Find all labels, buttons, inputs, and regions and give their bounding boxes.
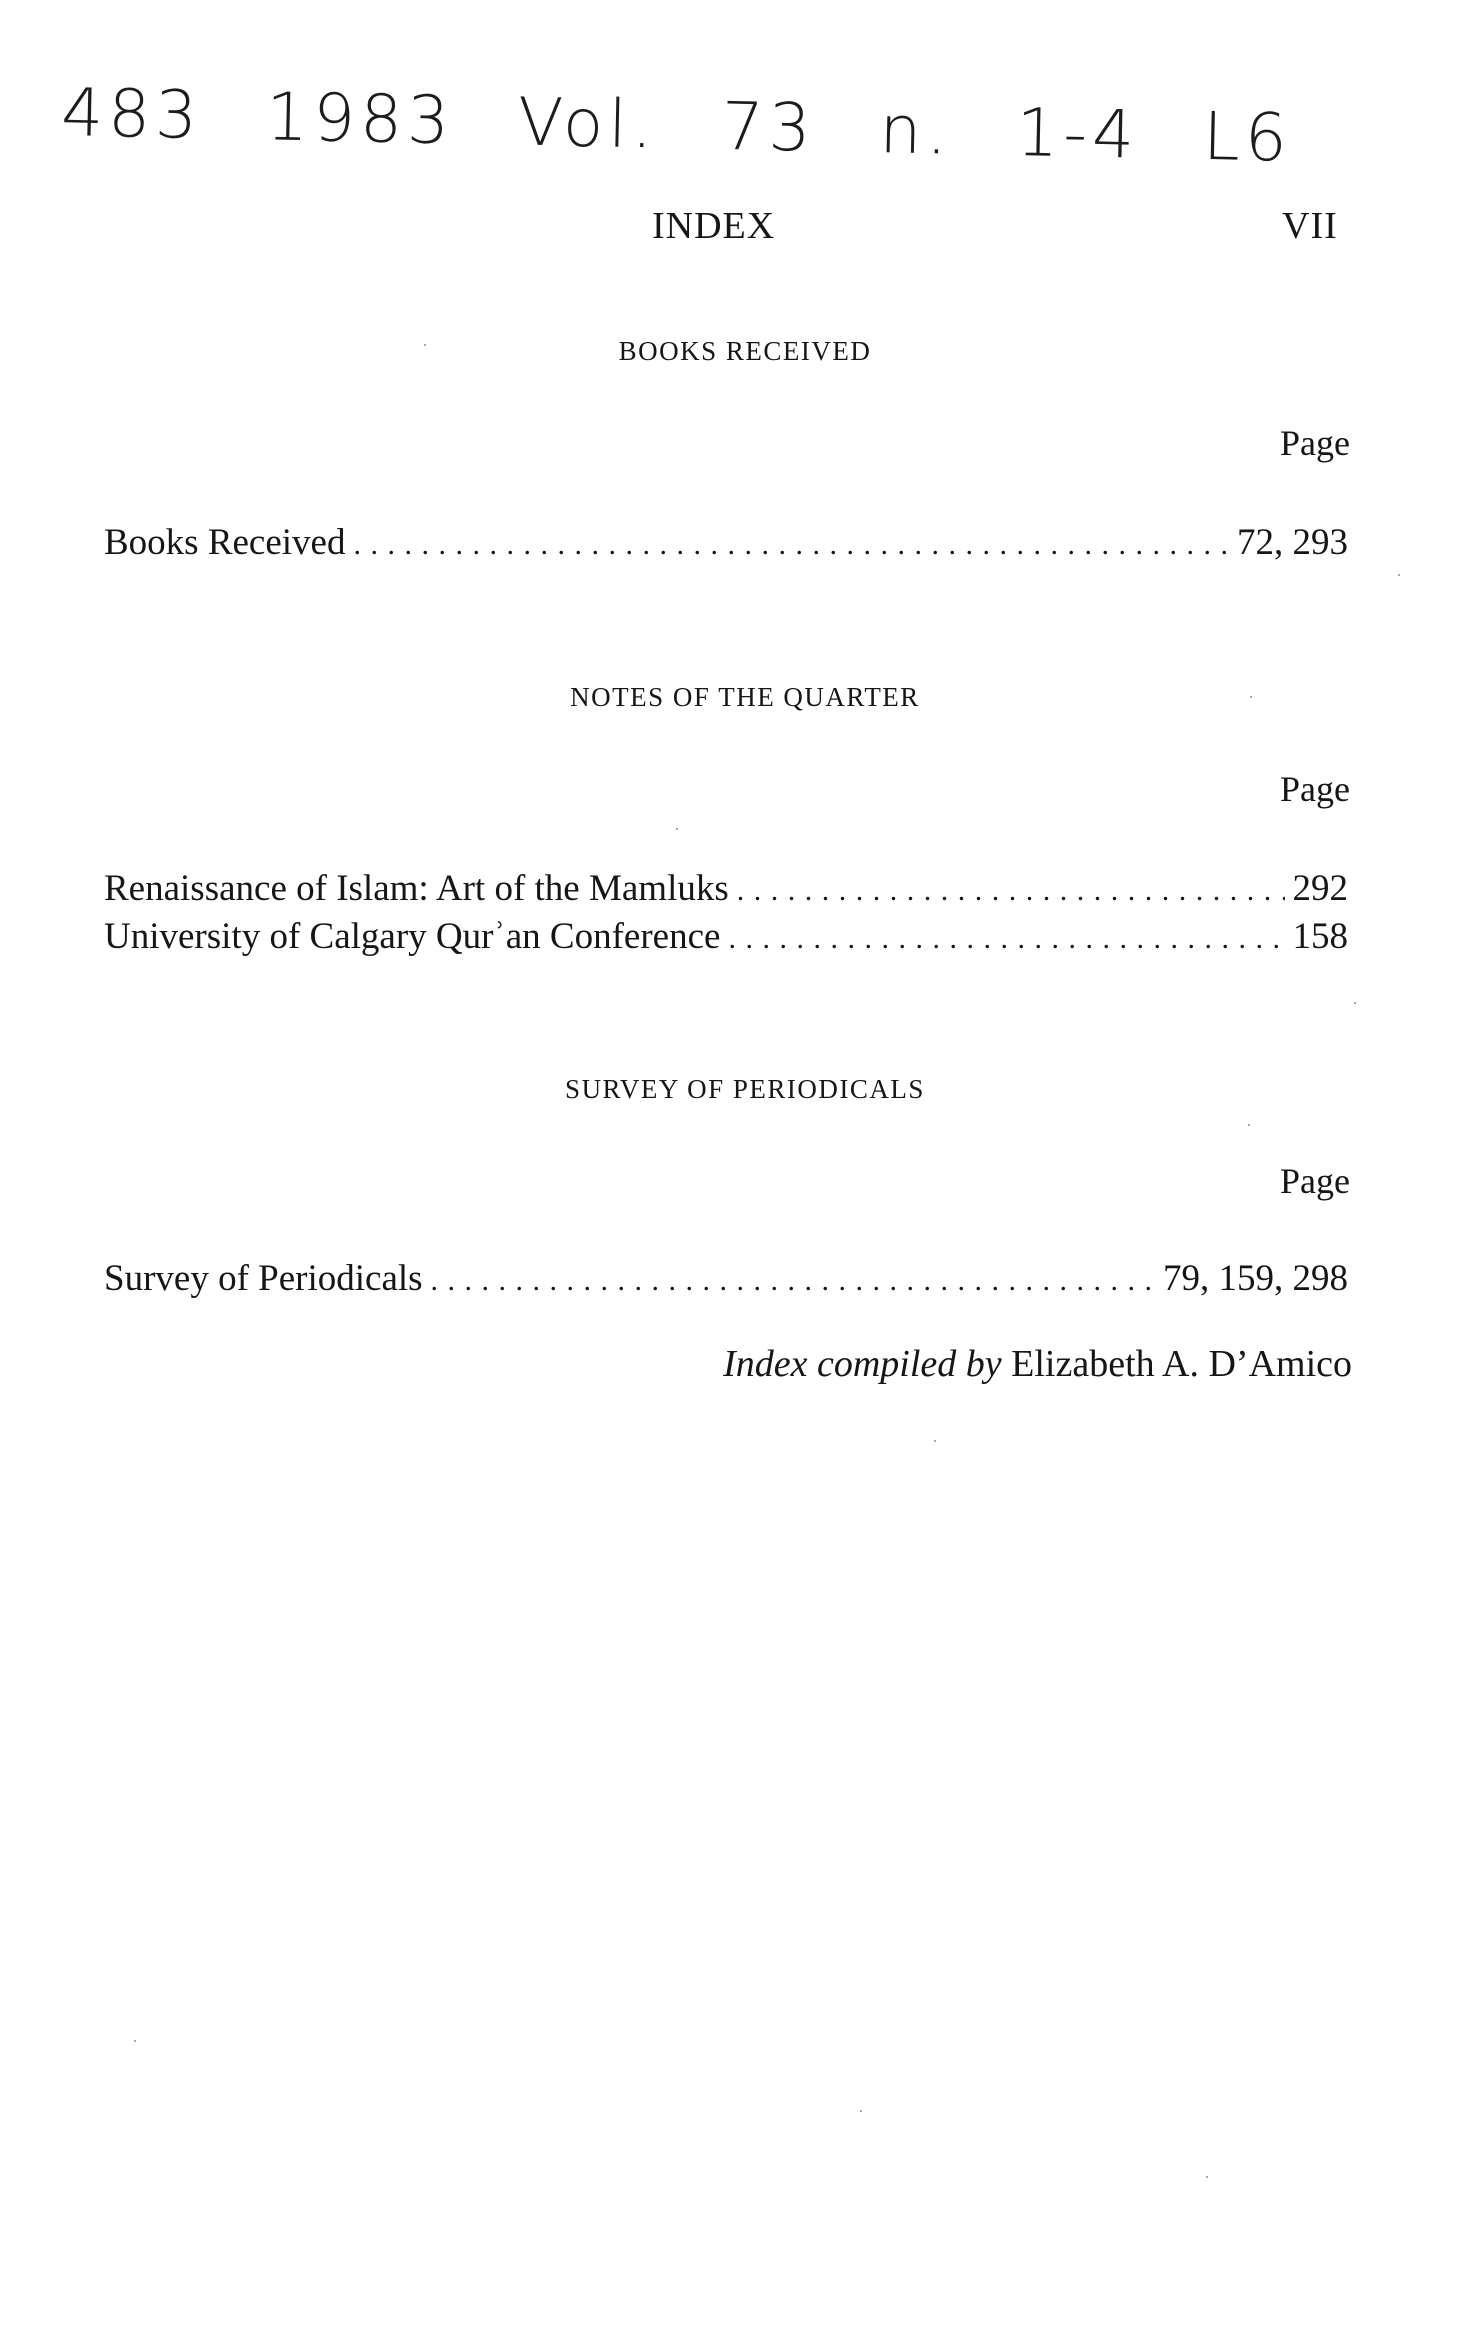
page-title: INDEX bbox=[652, 205, 776, 247]
scan-speck bbox=[424, 344, 426, 346]
section-title-survey-of-periodicals: SURVEY OF PERIODICALS bbox=[565, 1074, 925, 1104]
entry-label: Renaissance of Islam: Art of the Mamluks bbox=[104, 868, 729, 909]
dot-leader bbox=[737, 868, 1285, 914]
entry-pages: 72, 293 bbox=[1237, 522, 1348, 563]
index-entry bbox=[104, 914, 1348, 962]
scan-speck bbox=[676, 828, 678, 830]
scan-speck bbox=[860, 2110, 862, 2112]
page-column-label: Page bbox=[1280, 769, 1350, 809]
credit-prefix: Index compiled by bbox=[723, 1343, 1002, 1385]
scan-speck bbox=[934, 1440, 936, 1442]
dot-leader bbox=[728, 916, 1284, 962]
scan-speck bbox=[1354, 1002, 1356, 1004]
dot-leader bbox=[353, 522, 1229, 568]
credit-name: Elizabeth A. D’Amico bbox=[1011, 1343, 1352, 1385]
entry-label: Books Received bbox=[104, 522, 346, 563]
entry-pages: 158 bbox=[1292, 916, 1348, 957]
index-entry bbox=[104, 866, 1348, 914]
scan-speck bbox=[1206, 2176, 1208, 2178]
index-entry bbox=[104, 1256, 1348, 1304]
section-title-books-received: BOOKS RECEIVED bbox=[618, 336, 872, 366]
scan-speck bbox=[1248, 1124, 1250, 1126]
scan-speck bbox=[134, 2040, 136, 2042]
section-title-notes-of-the-quarter: NOTES OF THE QUARTER bbox=[570, 682, 920, 712]
page-column-label: Page bbox=[1280, 423, 1350, 463]
entry-label: Survey of Periodicals bbox=[104, 1258, 423, 1299]
scan-speck bbox=[1250, 696, 1252, 698]
scan-speck bbox=[1398, 574, 1400, 576]
index-credit bbox=[723, 1342, 1352, 1386]
handwritten-call-number: 483 1983 Vol. 73 n. 1-4 L6 bbox=[60, 74, 1293, 177]
page-column-label: Page bbox=[1280, 1161, 1350, 1201]
entry-pages: 292 bbox=[1292, 868, 1348, 909]
index-entry bbox=[104, 520, 1348, 568]
dot-leader bbox=[431, 1258, 1155, 1304]
entry-label: University of Calgary Qurʾan Conference bbox=[104, 916, 721, 957]
entry-pages: 79, 159, 298 bbox=[1163, 1258, 1348, 1299]
page-number: VII bbox=[1282, 205, 1338, 247]
